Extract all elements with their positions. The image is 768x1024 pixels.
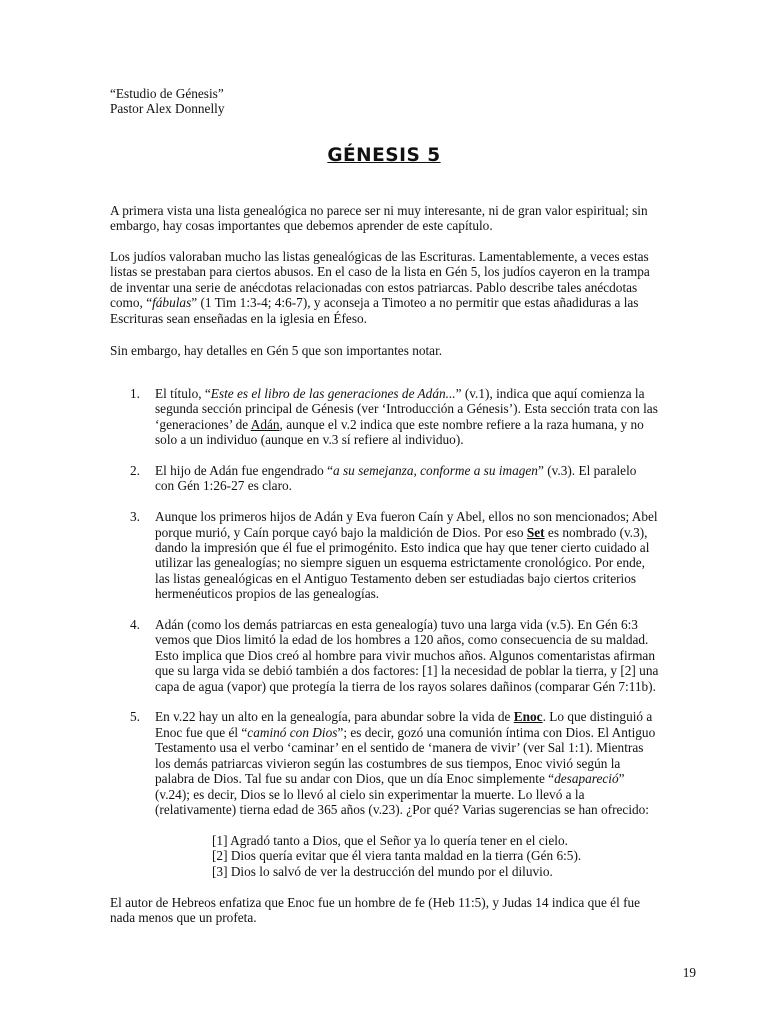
text-line: (relativamente) tierna edad de 365 años (v.23). ¿Por qué? Varias sugerencias se han ofrecido: <box>155 801 650 817</box>
quote-emphasis: Este es el libro de las generaciones de Adán... <box>210 386 456 401</box>
text-line: dando la impresión que él fue el primogénito. Esto indica que hay que tener cierto cuidado al <box>155 540 650 556</box>
text-line <box>155 725 682 740</box>
text-span: ”; es decir, gozó una comunión íntima con Dios. El Antiguo <box>337 724 656 740</box>
text-line: las listas genealógicas en el Antiguo Testamento deben ser estudiadas bajo ciertos criterios <box>155 570 637 586</box>
text-line <box>155 525 682 540</box>
underlined-name-enoc: Enoc <box>513 709 543 725</box>
text-span: porque murió, y Caín porque cayó bajo la maldición de Dios. Por eso <box>155 524 527 540</box>
text-span: ” <box>618 771 625 787</box>
text-span: , aunque el v.2 indica que este nombre refiere a la raza humana, y no <box>279 416 644 432</box>
item-number: 3. <box>130 509 140 525</box>
text-line: solo a un individuo (aunque en v.3 sí refiere al individuo). <box>155 432 464 448</box>
author-name: Pastor Alex Donnelly <box>110 101 225 117</box>
suggestion-item: [1] Agradó tanto a Dios, que el Señor ya lo quería tener en el cielo. <box>212 833 568 848</box>
text-span: ” (v.1), indica que aquí comienza la <box>455 386 645 401</box>
list-item <box>110 386 682 448</box>
text-span: es nombrado (v.3), <box>544 524 648 540</box>
text-line: (v.24); es decir, Dios se lo llevó al cielo sin experimentar la muerte. Lo llevó a la <box>155 786 585 802</box>
text-line: con Gén 1:26-27 es claro. <box>155 478 292 494</box>
text-line: que su larga vida se debió también a dos factores: [1] la necesidad de poblar la tierra, y [2] una <box>155 663 659 679</box>
intro-paragraph-2 <box>110 249 682 326</box>
text-span: . Lo que distinguió a <box>542 709 653 725</box>
quote-emphasis: caminó con Dios <box>247 724 338 740</box>
underlined-name-adan: Adán <box>250 416 280 432</box>
text-line: segunda sección principal de Génesis (ver ‘Introducción a Génesis’). Esta sección trata con las <box>155 401 658 417</box>
text-line <box>155 386 682 401</box>
intro-paragraph-1 <box>110 203 682 234</box>
closing-paragraph <box>110 895 682 926</box>
text-span: ” (v.3). El paralelo <box>537 463 637 479</box>
text-line: Adán (como los demás patriarcas en esta genealogía) tuvo una larga vida (v.5). En Gén 6:3 <box>155 617 638 633</box>
text-line: Escrituras sean enseñadas en la iglesia en Éfeso. <box>110 310 367 326</box>
text-line: listas se prestaban para ciertos abusos. En el caso de la lista en Gén 5, los judíos cayeron en la trampa <box>110 264 650 280</box>
text-line <box>155 417 682 432</box>
chapter-heading: GÉNESIS 5 <box>327 145 441 166</box>
suggestion-item: [3] Dios lo salvó de ver la destrucción del mundo por el diluvio. <box>212 863 553 879</box>
text-line <box>110 295 682 310</box>
text-line <box>155 771 682 786</box>
text-line <box>155 709 682 724</box>
text-span: En v.22 hay un alto en la genealogía, para abundar sobre la vida de <box>155 709 514 725</box>
numbered-list <box>110 386 682 833</box>
text-line: Testamento usa el verbo ‘caminar’ en el sentido de ‘manera de vivir’ (ver Sal 1:1). Mientras <box>155 740 644 756</box>
list-item <box>110 709 682 817</box>
quote-emphasis: desapareció <box>554 771 619 787</box>
quote-emphasis: a su semejanza, conforme a su imagen <box>332 463 538 479</box>
underlined-name-set: Set <box>526 524 545 540</box>
item-number: 5. <box>130 709 140 725</box>
text-line: El autor de Hebreos enfatiza que Enoc fue un hombre de fe (Heb 11:5), y Judas 14 indica que él fue <box>110 895 641 910</box>
list-item <box>110 463 682 494</box>
text-span: El título, “ <box>155 386 211 401</box>
text-span: ” (1 Tim 1:3-4; 4:6-7), y aconseja a Timoteo a no permitir que estas añadiduras a las <box>191 295 639 311</box>
text-line: hermenéuticos propios de las genealogías. <box>155 586 380 602</box>
suggestion-item: [2] Dios quería evitar que él viera tanta maldad en la tierra (Gén 6:5). <box>212 848 582 864</box>
page-number: 19 <box>682 965 696 980</box>
text-line: A primera vista una lista genealógica no parece ser ni muy interesante, ni de gran valor espiritual; sin <box>110 203 648 218</box>
text-line: Los judíos valoraban mucho las listas genealógicas de las Escrituras. Lamentablemente, a veces estas <box>110 249 649 264</box>
text-span: ‘generaciones’ de <box>155 416 251 432</box>
text-line: Esto implica que Dios creó al hombre para vivir muchos años. Algunos comentaristas afirman <box>155 647 655 663</box>
suggestions-list <box>212 833 632 879</box>
item-number: 4. <box>130 617 140 633</box>
document-header <box>110 86 225 117</box>
text-line: Aunque los primeros hijos de Adán y Eva fueron Caín y Abel, ellos no son mencionados; Abel <box>155 509 658 525</box>
text-line <box>155 463 682 478</box>
text-span: como, “ <box>110 295 153 311</box>
intro-paragraph-3: Sin embargo, hay detalles en Gén 5 que son importantes notar. <box>110 343 443 358</box>
text-line: nada menos que un profeta. <box>110 910 257 926</box>
text-line: utilizar las genealogías; no siempre siguen un esquema estrictamente cronológico. Por ende, <box>155 555 645 571</box>
text-span: Enoc fue que él “ <box>155 724 248 740</box>
item-number: 2. <box>130 463 140 479</box>
study-title: “Estudio de Génesis” <box>110 86 224 101</box>
text-span: palabra de Dios. Tal fue su andar con Dios, que un día Enoc simplemente “ <box>155 771 555 787</box>
text-span: El hijo de Adán fue engendrado “ <box>155 463 333 479</box>
text-line: embargo, hay cosas importantes que debemos aprender de este capítulo. <box>110 218 493 234</box>
item-number: 1. <box>130 386 140 401</box>
text-line: los demás patriarcas vivieron según las costumbres de sus tiempos, Enoc vivió según la <box>155 755 621 771</box>
text-line: de inventar una serie de anécdotas relacionadas con estos patriarcas. Pablo describe tales anécdotas <box>110 279 638 295</box>
list-item <box>110 509 682 601</box>
text-line: capa de agua (vapor) que protegía la tierra de los rayos solares dañinos (comparar Gén 7:11b). <box>155 678 656 694</box>
text-line: vemos que Dios limitó la edad de los hombres a 120 años, como consecuencia de su maldad. <box>155 632 649 648</box>
emphasis-fabulas: fábulas <box>152 295 192 311</box>
list-item <box>110 617 682 694</box>
